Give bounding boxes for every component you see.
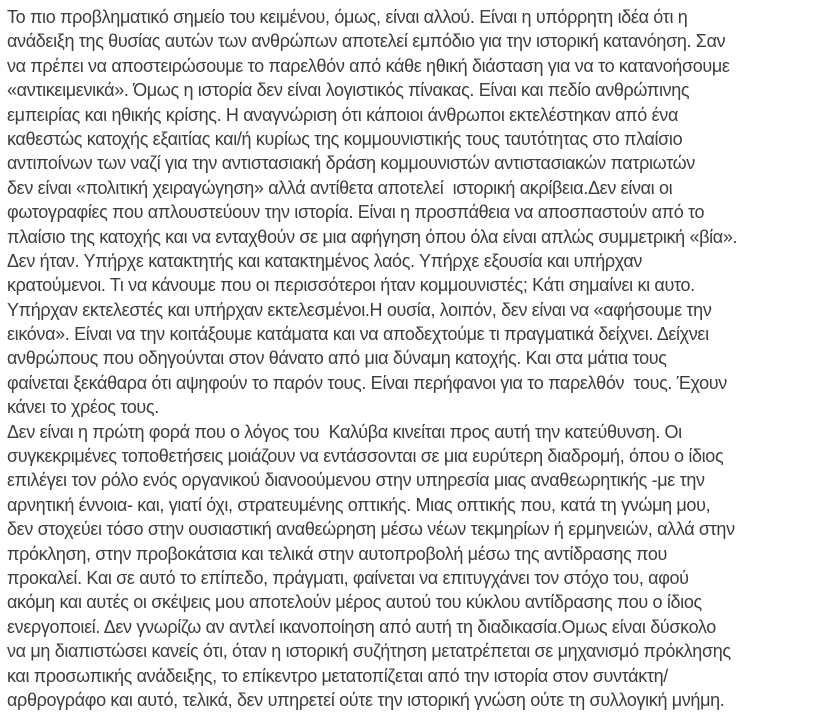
text-line: «αντικειμενικά». Όμως η ιστορία δεν είναι λογιστικός πίνακας. Είναι και πεδίο ανθρώπινης [7,80,690,101]
text-line: προκαλεί. Και σε αυτό το επίπεδο, πράγματι, φαίνεται να επιτυγχάνει τον στόχο του, αφού [7,567,689,588]
text-line: να πρέπει να αποστειρώσουμε το παρελθόν από κάθε ηθική διάσταση για να το κατανοήσουμε [7,55,730,76]
text-line: Δεν είναι η πρώτη φορά που ο λόγος του Καλύβα κινείται προς αυτή την κατεύθυνση. Οι [7,421,682,442]
text-line: εμπειρίας και ηθικής κρίσης. Η αναγνώριση ότι κάποιοι άνθρωποι εκτελέστηκαν από ένα [7,104,678,125]
text-line: ενεργοποιεί. Δεν γνωρίζω αν αντλεί ικανοποίηση από αυτή τη διαδικασία.Ομως είναι δύσκολο [7,616,716,637]
text-line: κάνει το χρέος τους. [7,397,159,418]
text-line: κρατούμενοι. Τι να κάνουμε που οι περισσότεροι ήταν κομμουνιστές; Κάτι σημαίνει κι αυτο. [7,275,695,296]
text-line: να μη διαπιστώσει κανείς ότι, όταν η ιστορική συζήτηση μετατρέπεται σε μηχανισμό πρόκλησης [7,641,731,662]
text-line: δεν είναι «πολιτική χειραγώγηση» αλλά αντίθετα αποτελεί ιστορική ακρίβεια.Δεν είναι οι [7,177,673,198]
text-line: αρνητική έννοια- και, γιατί όχι, στρατευμένης οπτικής. Μιας οπτικής που, κατά τη γνώμη μου, [7,494,711,515]
text-line: δεν στοχεύει τόσο στην ουσιαστική αναθεώρηση μέσω νέων τεκμηρίων ή ερμηνειών, αλλά στην [7,519,735,540]
text-line: Το πιο προβληματικό σημείο του κειμένου, όμως, είναι αλλού. Είναι η υπόρρητη ιδέα ότι η [7,7,688,27]
text-line: φαίνεται ξεκάθαρα ότι αψηφούν το παρόν τους. Είναι περήφανοι για το παρελθόν τους. Έχουν [7,372,727,393]
text-line: πλαίσιο της κατοχής και να ενταχθούν σε μια αφήγηση όπου όλα είναι απλώς συμμετρική «βία». [7,226,738,247]
text-line: Υπήρχαν εκτελεστές και υπήρχαν εκτελεσμένοι.Η ουσία, λοιπόν, δεν είναι να «αφήσουμε την [7,299,712,320]
text-line: και προσωπικής ανάδειξης, το επίκεντρο μετατοπίζεται από την ιστορία στον συντάκτη/ [7,665,668,686]
text-line: εικόνα». Είναι να την κοιτάξουμε κατάματα και να αποδεχτούμε τι πραγματικά δείχνει. Δείχνει [7,324,709,345]
text-line: συγκεκριμένες τοποθετήσεις μοιάζουν να εντάσσονται σε μια ευρύτερη διαδρομή, όπου ο ίδιος [7,446,724,467]
text-line: καθεστώς κατοχής εξαιτίας και/ή κυρίως της κομμουνιστικής τους ταυτότητας στο πλαίσιο [7,128,683,149]
text-line: πρόκληση, στην προβοκάτσια και τελικά στην αυτοπροβολή μέσω της αντίδρασης που [7,543,667,564]
text-line: φωτογραφίες που απλουστεύουν την ιστορία. Είναι η προσπάθεια να αποσπαστούν από το [7,202,705,223]
text-line: αντιποίνων των ναζί για την αντιστασιακή δράση κομμουνιστών αντιστασιακών πατριωτών [7,153,695,174]
paragraph-author-commentary [7,420,820,713]
text-line: Δεν ήταν. Υπήρχε κατακτητής και κατακτημένος λαός. Υπήρχε εξουσία και υπήρχαν [7,250,643,271]
text-line: ανθρώπους που οδηγούνται στον θάνατο από μια δύναμη κατοχής. Και στα μάτια τους [7,348,667,369]
text-line: επιλέγει τον ρόλο ενός οργανικού διανοούμενου στην υπηρεσία μιας αναθεωρητικής -με την [7,470,705,491]
text-line: ακόμη και αυτές οι σκέψεις μου αποτελούν μέρος αυτού του κύκλου αντίδρασης που ο ίδιος [7,592,702,613]
text-line: ανάδειξη της θυσίας αυτών των ανθρώπων αποτελεί εμπόδιο για την ιστορική κατανόηση. Σαν [7,31,726,52]
text-line: αρθρογράφο και αυτό, τελικά, δεν υπηρετεί ούτε την ιστορική γνώση ούτε τη συλλογική μνήμη. [7,689,725,710]
paragraph-main-critique [7,5,820,420]
